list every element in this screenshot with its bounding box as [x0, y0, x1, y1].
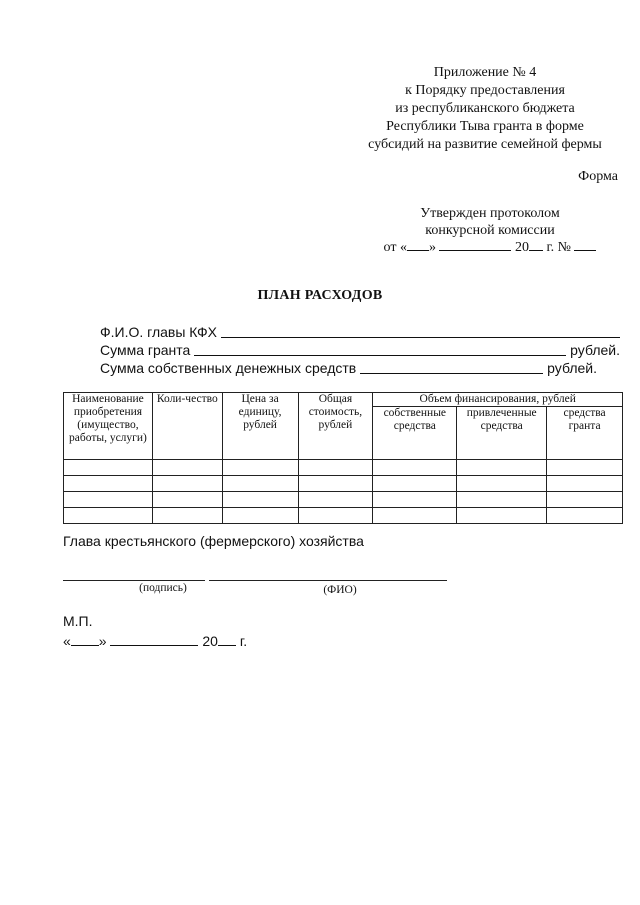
sign-year-suffix: г. [235, 633, 248, 649]
table-cell[interactable] [64, 460, 153, 476]
table-cell[interactable] [547, 460, 623, 476]
table-cell[interactable] [152, 460, 222, 476]
signature-line[interactable] [63, 580, 205, 581]
table-header-row [64, 393, 623, 407]
table-cell[interactable] [373, 460, 457, 476]
approval-date-from: от « [383, 240, 407, 255]
approval-number-blank[interactable] [574, 239, 596, 251]
table-cell[interactable] [64, 492, 153, 508]
sign-year-blank[interactable] [218, 634, 236, 646]
col-own-header: собственные средства [373, 407, 457, 460]
own-funds-currency: рублей. [547, 360, 597, 376]
approval-line-1: Утвержден протоколом [420, 206, 560, 221]
sign-day-blank[interactable] [71, 634, 99, 646]
table-cell[interactable] [547, 508, 623, 524]
col-funding-group-header: Объем финансирования, рублей [373, 393, 623, 407]
col-grant-header: средства гранта [547, 407, 623, 460]
farm-head-label: Глава крестьянского (фермерского) хозяйства [63, 533, 364, 549]
approval-year-suffix: г. № [542, 240, 571, 255]
table-cell[interactable] [222, 492, 298, 508]
table-cell[interactable] [152, 476, 222, 492]
table-cell[interactable] [152, 492, 222, 508]
appendix-line: субсидий на развитие семейной фермы [368, 137, 602, 152]
table-cell[interactable] [64, 508, 153, 524]
col-raised-header: привлеченные средства [457, 407, 547, 460]
table-cell[interactable] [373, 492, 457, 508]
form-label: Форма [578, 169, 618, 184]
table-cell[interactable] [64, 476, 153, 492]
table-cell[interactable] [152, 508, 222, 524]
table-cell[interactable] [547, 492, 623, 508]
fields-block [100, 323, 620, 377]
grant-amount-label: Сумма гранта [100, 342, 191, 358]
appendix-line: Приложение № 4 [433, 65, 537, 80]
col-price-header: Цена за единицу, рублей [222, 393, 298, 460]
table-cell[interactable] [222, 460, 298, 476]
approval-month-blank[interactable] [439, 239, 511, 251]
head-name-blank[interactable] [221, 324, 620, 338]
grant-amount-blank[interactable] [194, 342, 566, 356]
approval-day-blank[interactable] [407, 239, 429, 251]
sign-month-blank[interactable] [110, 634, 198, 646]
table-cell[interactable] [457, 460, 547, 476]
table-cell[interactable] [298, 460, 373, 476]
grant-currency: рублей. [570, 342, 620, 358]
own-funds-field [100, 359, 597, 377]
head-name-label: Ф.И.О. главы КФХ [100, 324, 217, 340]
table-cell[interactable] [457, 476, 547, 492]
col-name-header: Наименование приобретения (имущество, работы, услуги) [64, 393, 153, 460]
table-cell[interactable] [457, 508, 547, 524]
appendix-line: из республиканского бюджета [395, 101, 575, 116]
sign-date-close: » [98, 633, 107, 649]
col-total-header: Общая стоимость, рублей [298, 393, 373, 460]
col-qty-header: Коли-чество [152, 393, 222, 460]
head-name-field [100, 323, 620, 341]
name-line[interactable] [209, 580, 447, 581]
sign-date-open: « [63, 633, 71, 649]
table-cell[interactable] [298, 476, 373, 492]
sign-date-line [63, 633, 247, 649]
name-caption: (ФИО) [323, 584, 357, 596]
approval-year-blank[interactable] [529, 239, 543, 251]
table-cell[interactable] [222, 476, 298, 492]
appendix-line: Республики Тыва гранта в форме [386, 119, 584, 134]
stamp-place-label: М.П. [63, 613, 93, 629]
approval-line-2: конкурсной комиссии [425, 223, 555, 238]
table-row [64, 508, 623, 524]
page-title: ПЛАН РАСХОДОВ [257, 288, 383, 303]
own-funds-blank[interactable] [360, 360, 543, 374]
appendix-line: к Порядку предоставления [405, 83, 565, 98]
approval-date-mid: » [428, 240, 436, 255]
table-row [64, 476, 623, 492]
table-cell[interactable] [298, 508, 373, 524]
table-cell[interactable] [373, 508, 457, 524]
own-funds-label: Сумма собственных денежных средств [100, 360, 357, 376]
table-row [64, 460, 623, 476]
table-cell[interactable] [547, 476, 623, 492]
grant-amount-field [100, 341, 620, 359]
appendix-header [330, 64, 640, 154]
table-cell[interactable] [457, 492, 547, 508]
sign-year-prefix: 20 [202, 633, 218, 649]
signature-caption: (подпись) [139, 582, 187, 594]
table-cell[interactable] [298, 492, 373, 508]
table-row [64, 492, 623, 508]
approval-block [360, 205, 620, 256]
approval-year-prefix: 20 [514, 240, 529, 255]
table-cell[interactable] [222, 508, 298, 524]
expense-plan-table [63, 392, 623, 524]
table-cell[interactable] [373, 476, 457, 492]
approval-date-line [360, 239, 620, 256]
